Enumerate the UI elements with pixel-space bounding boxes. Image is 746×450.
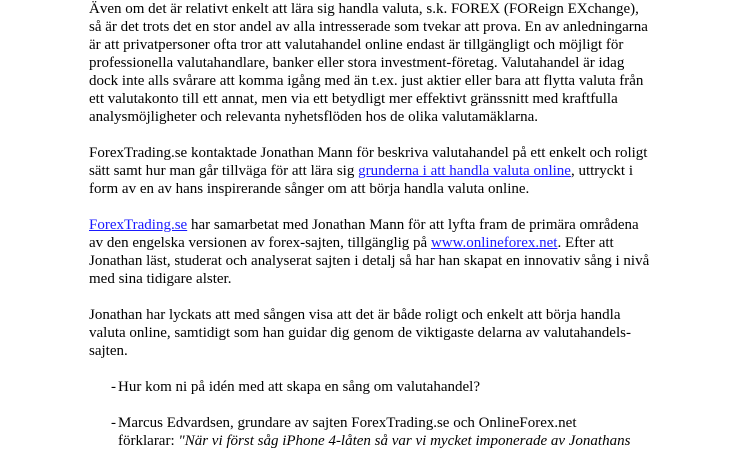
list-item-text: Hur kom ni på idén med att skapa en sång om valutahandel? xyxy=(118,379,480,395)
list-item-text xyxy=(118,432,669,450)
text-line: Jonathan har lyckats att med sången visa att det är både roligt och enkelt att börja handla xyxy=(89,307,621,323)
paragraph-contact xyxy=(89,144,669,198)
text-line: Jonathan läst, studerat och analyserat sajten i detalj så har han skapat en innovativ sång i nivå xyxy=(89,253,650,269)
paragraph-intro xyxy=(89,0,669,126)
paragraph-collaboration xyxy=(89,216,669,288)
link-forextrading[interactable]: ForexTrading.se xyxy=(89,217,188,233)
list-dash: - xyxy=(111,415,116,431)
paragraph-summary xyxy=(89,306,669,360)
text-line: valuta online, samtidigt som han guidar dig genom de viktigaste delarna av valutahandels- xyxy=(89,325,631,341)
text-line: sajten. xyxy=(89,343,128,359)
list-dash: - xyxy=(111,379,116,395)
text-segment: , uttryckt i xyxy=(570,163,634,179)
text-line: dock inte alls svårare att komma igång med än t.ex. just aktier eller bara att flytta valuta från xyxy=(89,73,644,89)
text-line: Även om det är relativt enkelt att lära sig handla valuta, s.k. FOREX (FOReign EXchange), xyxy=(89,1,639,17)
list-item-text: Marcus Edvardsen, grundare av sajten ForexTrading.se och OnlineForex.net xyxy=(118,415,577,431)
text-segment: har samarbetat med Jonathan Mann för att lyfta fram de primära områdena xyxy=(187,217,639,233)
text-line: analysmöjligheter och relevanta nyhetsflöden hos de olika valutamäklarna. xyxy=(89,109,539,125)
document-page xyxy=(89,0,669,450)
text-line: så är det trots det en stor andel av alla intresserade som tvekar att prova. En av anledningarna xyxy=(89,19,648,35)
text-segment: förklarar: xyxy=(118,433,179,449)
link-onlineforex[interactable]: www.onlineforex.net xyxy=(430,235,558,251)
text-segment: av den engelska versionen av forex-sajten, tillgänglig på xyxy=(89,235,431,251)
text-segment: . Efter att xyxy=(557,235,614,251)
quote-text: "När vi först såg iPhone 4-låten så var vi mycket imponerade av Jonathans xyxy=(178,433,631,449)
link-valuta-grunder[interactable]: grunderna i att handla valuta online xyxy=(358,163,571,179)
list-item xyxy=(89,378,669,396)
text-line: professionella valutahandlare, banker eller stora investment-företag. Valutahandel är idag xyxy=(89,55,625,71)
text-line: form av en av hans inspirerande sånger om att börja handla valuta online. xyxy=(89,181,530,197)
list-item xyxy=(89,414,669,450)
text-line xyxy=(89,216,669,234)
text-segment: sätt samt hur man går tillväga för att lära sig xyxy=(89,163,359,179)
text-line xyxy=(89,162,669,180)
text-line: är att privatpersoner ofta tror att valutahandel online endast är tillgängligt och möjligt för xyxy=(89,37,624,53)
interview-list xyxy=(89,378,669,450)
text-line: med sina tidigare alster. xyxy=(89,271,232,287)
text-line: ForexTrading.se kontaktade Jonathan Mann för beskriva valutahandel på ett enkelt och roligt xyxy=(89,145,648,161)
text-line xyxy=(89,234,669,252)
text-line: ett valutakonto till ett annat, men via ett betydligt mer effektivt gränssnitt med kraftfulla xyxy=(89,91,618,107)
